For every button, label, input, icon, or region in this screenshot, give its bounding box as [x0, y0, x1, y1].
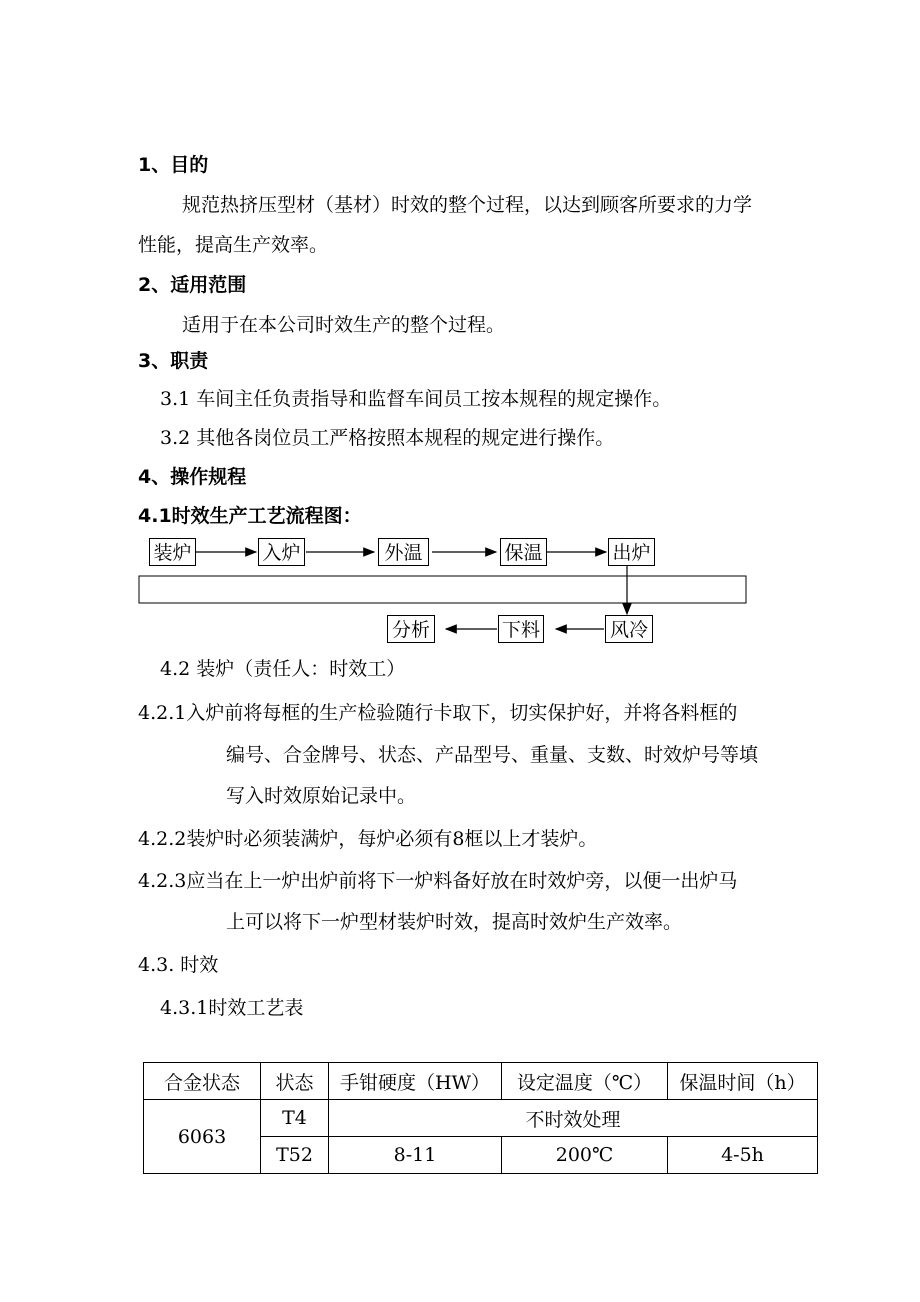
cell-alloy: 6063: [144, 1100, 261, 1174]
header-alloy-state: 合金状态: [144, 1063, 261, 1100]
section-2-text: 适用于在本公司时效生产的整个过程。: [182, 314, 506, 336]
section-3-2: 3.2 其他各岗位员工严格按照本规程的规定进行操作。: [160, 427, 615, 449]
flow-step-enter: 入炉: [258, 538, 305, 566]
flow-step-hold: 保温: [500, 538, 547, 566]
section-3-1: 3.1 车间主任负责指导和监督车间员工按本规程的规定操作。: [160, 388, 672, 410]
flow-step-air-cool: 风冷: [605, 615, 653, 643]
cell-state-t4: T4: [261, 1100, 329, 1137]
flow-step-exit: 出炉: [608, 538, 655, 566]
section-4-2-3-line-1: 4.2.3应当在上一炉出炉前将下一炉料备好放在时效炉旁，以便一出炉马: [138, 870, 738, 892]
section-4-2-title: 4.2 装炉（责任人：时效工）: [160, 658, 406, 680]
section-4-2-3-line-2: 上可以将下一炉型材装炉时效，提高时效炉生产效率。: [226, 911, 683, 933]
cell-temp: 200℃: [502, 1137, 668, 1174]
table-row: [144, 1100, 818, 1137]
header-hardness: 手钳硬度（HW）: [329, 1063, 502, 1100]
section-4-1-title: 4.1时效生产工艺流程图：: [138, 505, 362, 527]
section-1-text-line-2: 性能，提高生产效率。: [138, 234, 329, 256]
cell-hardness: 8-11: [329, 1137, 502, 1174]
flow-step-heat: 外温: [378, 538, 429, 566]
section-4-2-1-line-1: 4.2.1入炉前将每框的生产检验随行卡取下，切实保护好，并将各料框的: [138, 702, 738, 724]
table-header-row: [144, 1063, 818, 1100]
header-hold-time: 保温时间（h）: [668, 1063, 818, 1100]
section-4-2-1-line-3: 写入时效原始记录中。: [226, 785, 417, 807]
flow-step-load: 装炉: [149, 538, 196, 566]
header-set-temp: 设定温度（℃）: [502, 1063, 668, 1100]
section-1-text-line-1: 规范热挤压型材（基材）时效的整个过程，以达到顾客所要求的力学: [182, 194, 753, 216]
section-4-title: 4、操作规程: [138, 466, 247, 488]
section-1-title: 1、目的: [138, 154, 209, 176]
cell-state-t52: T52: [261, 1137, 329, 1174]
section-4-2-2: 4.2.2装炉时必须装满炉，每炉必须有8框以上才装炉。: [138, 828, 598, 850]
section-4-3-title: 4.3. 时效: [138, 954, 219, 976]
section-2-title: 2、适用范围: [138, 274, 247, 296]
section-4-3-1-title: 4.3.1时效工艺表: [160, 997, 304, 1019]
cell-time: 4-5h: [668, 1137, 818, 1174]
flow-furnace-bar: [139, 576, 746, 603]
section-3-title: 3、职责: [138, 350, 209, 372]
flow-step-unload: 下料: [498, 615, 544, 643]
aging-process-table: [143, 1062, 818, 1174]
section-4-2-1-line-2: 编号、合金牌号、状态、产品型号、重量、支数、时效炉号等填: [226, 744, 759, 766]
flow-step-analyze: 分析: [387, 615, 435, 643]
cell-no-aging: 不时效处理: [329, 1100, 818, 1137]
header-state: 状态: [261, 1063, 329, 1100]
